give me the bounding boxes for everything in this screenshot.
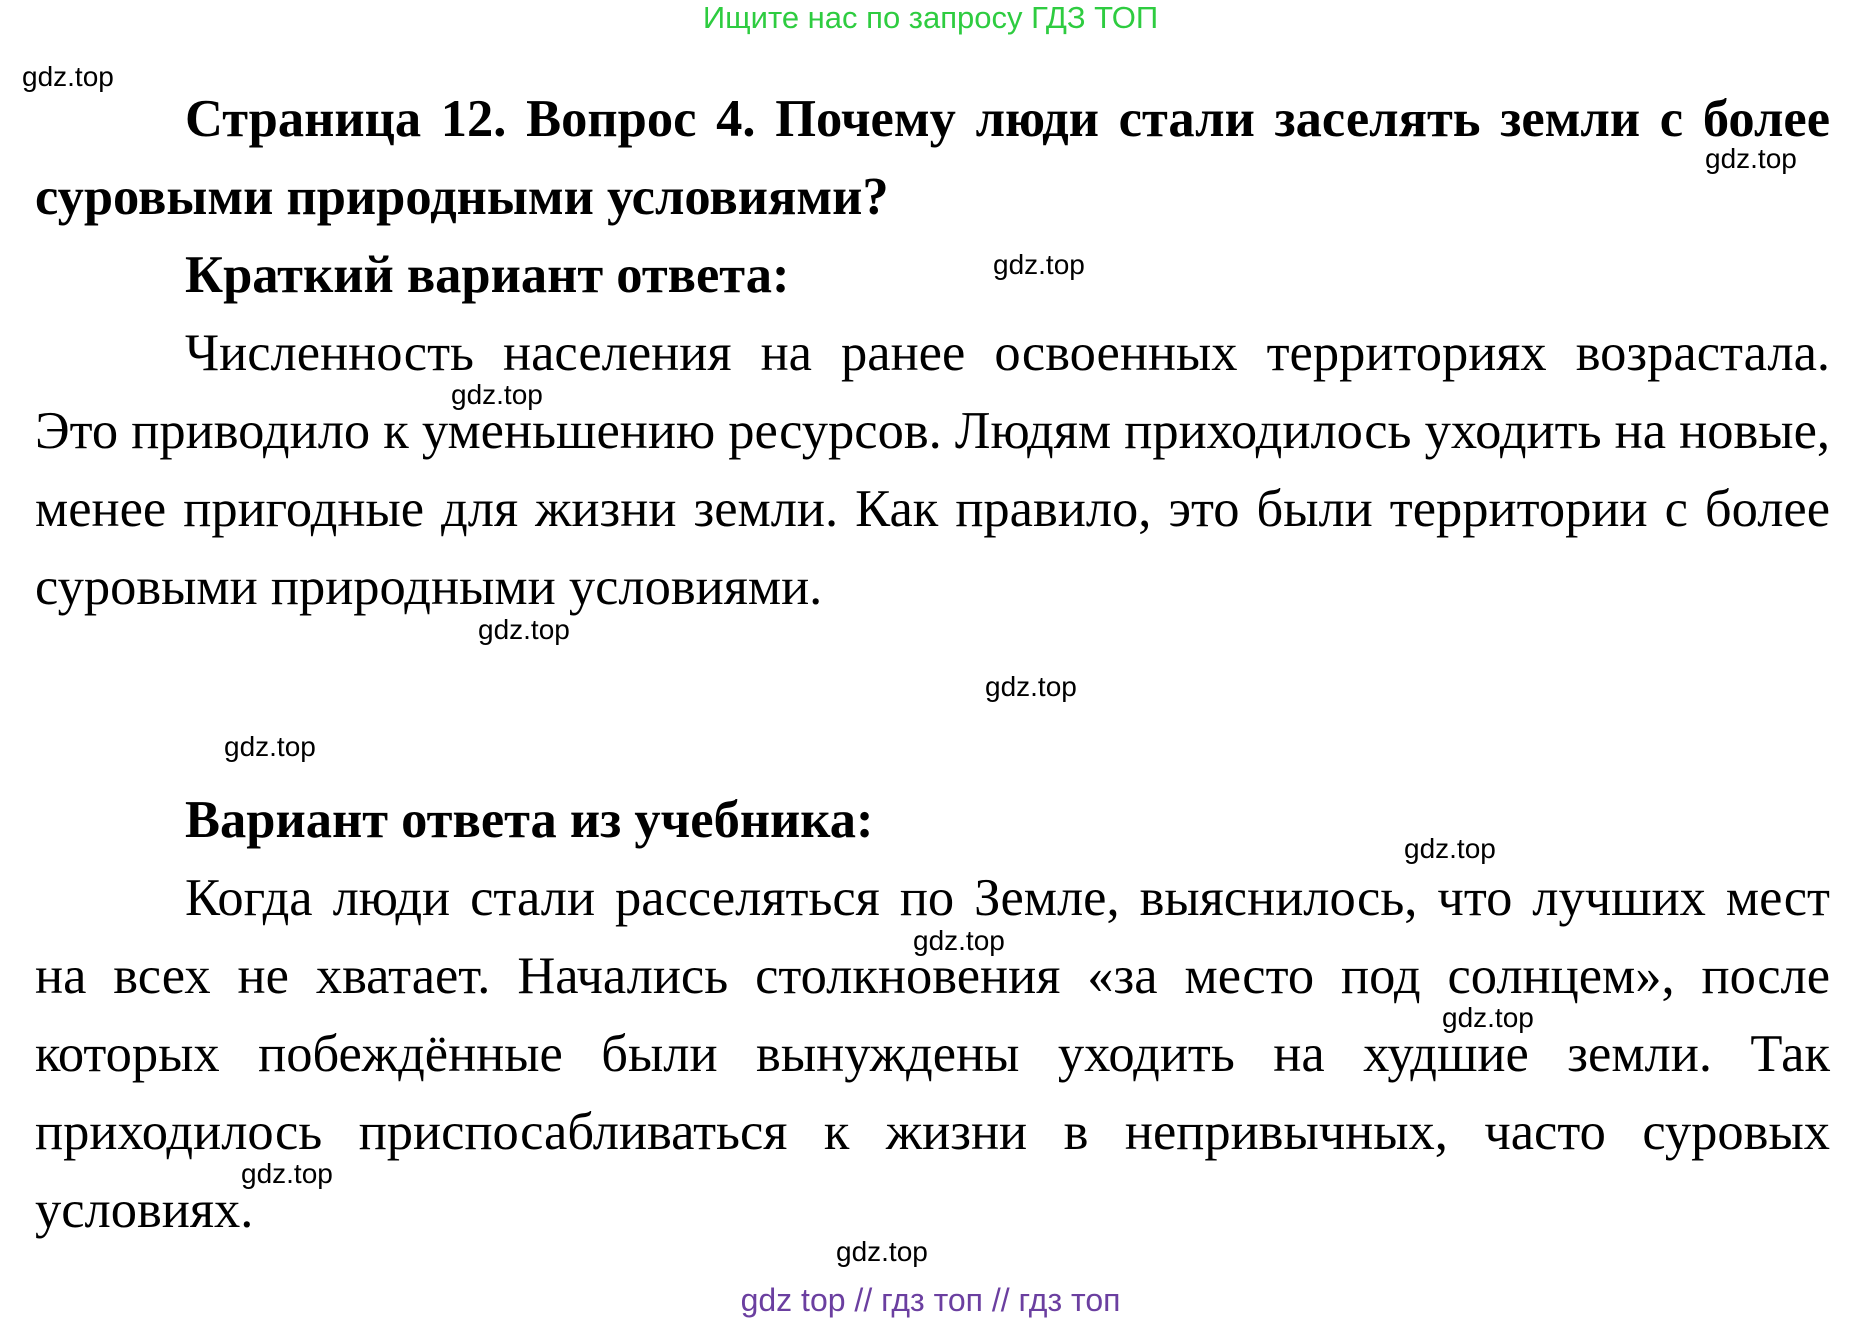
- watermark: gdz.top: [836, 1236, 928, 1267]
- footer-links: gdz top // гдз топ // гдз топ: [740, 1282, 1121, 1318]
- question-label: Страница 12. Вопрос 4.: [185, 90, 756, 148]
- watermark: gdz.top: [22, 61, 114, 92]
- watermark: gdz.top: [451, 379, 543, 410]
- watermark: gdz.top: [993, 249, 1085, 280]
- watermark: gdz.top: [478, 614, 570, 645]
- short-answer-heading: Краткий вариант ответа:: [185, 246, 790, 304]
- watermark: gdz.top: [913, 925, 1005, 956]
- search-banner: Ищите нас по запросу ГДЗ ТОП: [702, 0, 1159, 35]
- watermark: gdz.top: [1705, 143, 1797, 174]
- watermark: gdz.top: [1442, 1002, 1534, 1033]
- watermark: gdz.top: [224, 731, 316, 762]
- watermark: gdz.top: [985, 671, 1077, 702]
- watermark: gdz.top: [241, 1158, 333, 1189]
- watermark: gdz.top: [1404, 833, 1496, 864]
- textbook-answer-text: Когда люди стали расселяться по Земле, выяснилось, что лучших мест на всех не хватает. Начались столкновения «за место под солнцем», после которых побеждённые были вынуждены уходить на худшие земли. Так приходилось приспосабливаться к жизни в непривычных, часто суровых условиях.: [35, 869, 1830, 1239]
- short-answer-text: Численность населения на ранее освоенных территориях возрастала. Это приводило к уменьшению ресурсов. Людям приходилось уходить на новые, менее пригодные для жизни земли. Как правило, это были территории с более суровыми природными условиями.: [35, 324, 1830, 616]
- question-text: Почему люди стали заселять земли с более суровыми природными условиями?: [35, 90, 1830, 226]
- question: [35, 80, 1830, 236]
- textbook-answer-heading: Вариант ответа из учебника:: [185, 791, 874, 849]
